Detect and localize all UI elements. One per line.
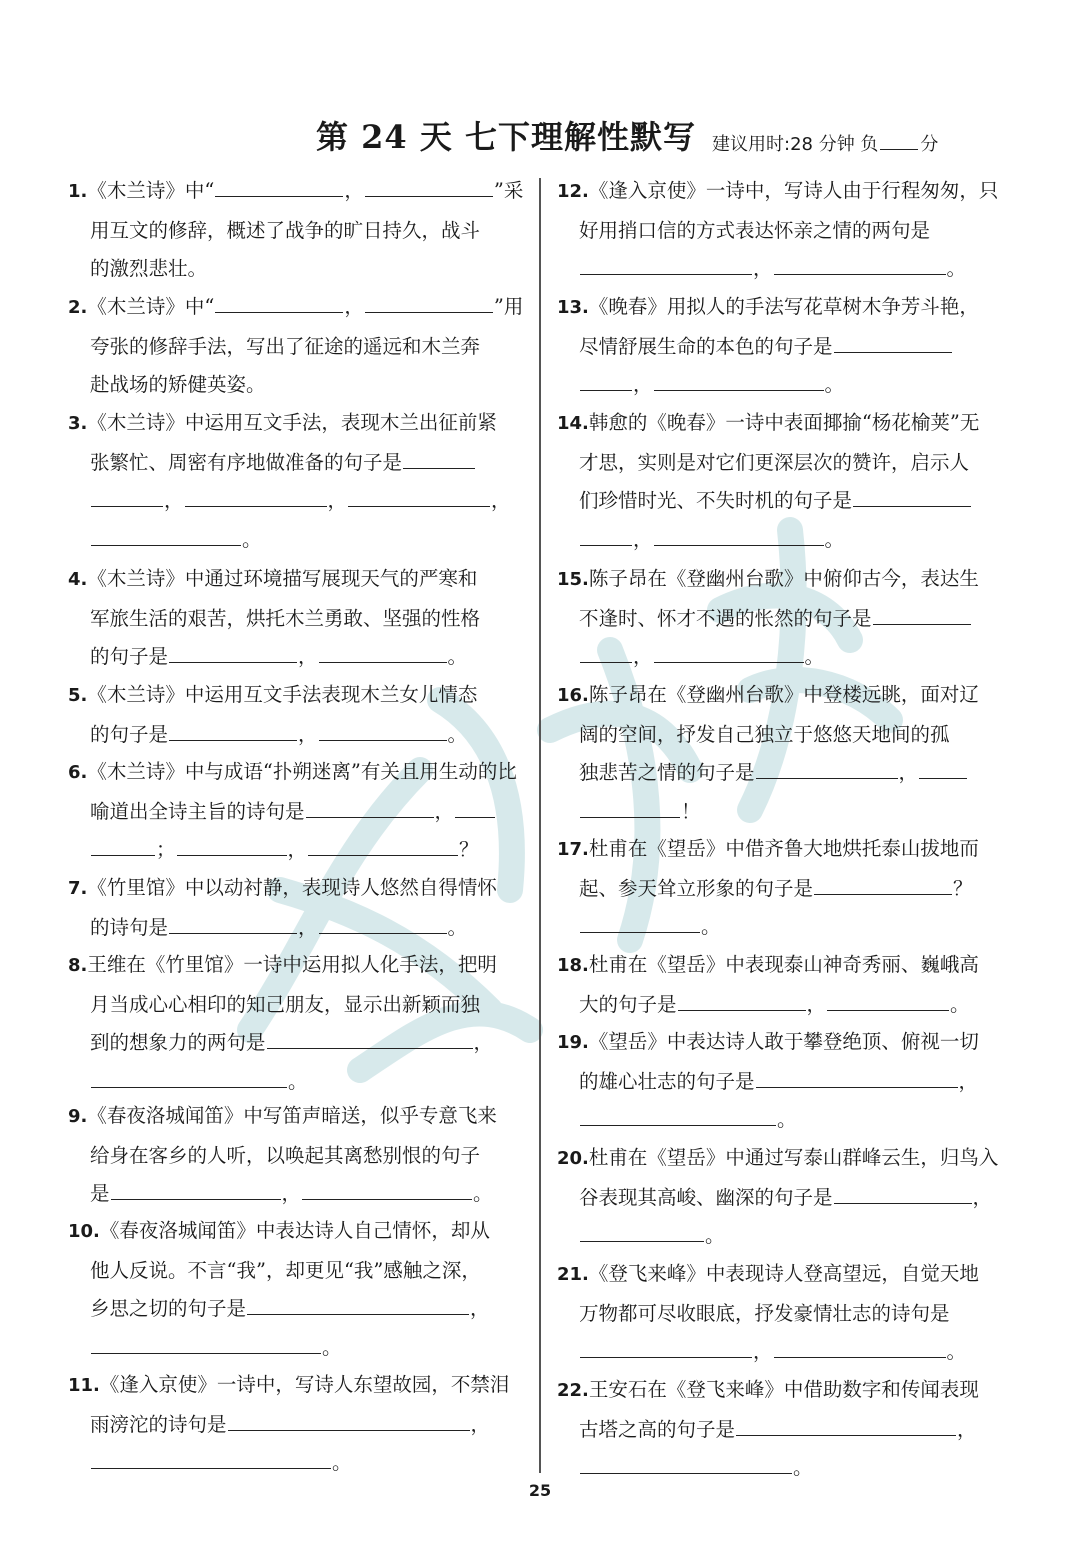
answer-blank[interactable] bbox=[267, 1026, 473, 1049]
answer-blank[interactable] bbox=[302, 1177, 472, 1200]
answer-blank[interactable] bbox=[348, 484, 490, 507]
answer-blank[interactable] bbox=[853, 484, 971, 507]
punctuation: ， bbox=[473, 1031, 494, 1054]
punctuation: 。 bbox=[804, 645, 825, 668]
question-text: 《登飞来峰》中表现诗人登高望远，自觉天地 bbox=[588, 1262, 979, 1285]
time-note-text: 建议用时:28 分钟 负 bbox=[712, 134, 879, 155]
question-text: 给身在客乡的人听，以唤起其离愁别恨的句子 bbox=[90, 1143, 481, 1167]
punctuation: ！ bbox=[681, 799, 701, 823]
question-number: 14. bbox=[557, 413, 589, 434]
answer-blank[interactable] bbox=[169, 718, 297, 741]
question-number: 19. bbox=[557, 1032, 589, 1053]
question-5 bbox=[68, 676, 526, 754]
question-text: 《木兰诗》中“ bbox=[87, 179, 215, 202]
answer-blank[interactable] bbox=[774, 1335, 946, 1358]
question-text: 《木兰诗》中运用互文手法表现木兰女儿情态 bbox=[87, 683, 478, 706]
answer-blank[interactable] bbox=[365, 174, 493, 197]
answer-blank[interactable] bbox=[580, 1103, 776, 1126]
question-20 bbox=[557, 1139, 1015, 1256]
question-1 bbox=[68, 172, 526, 289]
question-21 bbox=[557, 1255, 1015, 1372]
punctuation: ， bbox=[958, 1069, 979, 1093]
punctuation: ， bbox=[344, 295, 364, 318]
answer-blank[interactable] bbox=[215, 290, 343, 313]
punctuation: 。 bbox=[824, 373, 845, 396]
question-number: 13. bbox=[557, 297, 589, 318]
question-text: 乡思之切的句子是 bbox=[90, 1297, 247, 1320]
punctuation: ， bbox=[164, 489, 184, 512]
page-header bbox=[0, 112, 1080, 162]
punctuation: ， bbox=[434, 799, 455, 823]
punctuation: ， bbox=[898, 761, 919, 784]
question-text: 《竹里馆》中以动衬静，表现诗人悠然自得情怀 bbox=[87, 876, 497, 899]
answer-blank[interactable] bbox=[654, 640, 804, 663]
question-number: 18. bbox=[557, 955, 589, 976]
answer-blank[interactable] bbox=[91, 1446, 331, 1469]
question-number: 10. bbox=[68, 1221, 100, 1242]
question-number: 12. bbox=[557, 181, 589, 202]
punctuation: ， bbox=[344, 179, 364, 202]
answer-blank[interactable] bbox=[654, 523, 824, 546]
answer-blank[interactable] bbox=[756, 756, 898, 779]
question-6 bbox=[68, 753, 526, 870]
punctuation: 。 bbox=[705, 1224, 725, 1247]
question-text: 《木兰诗》中与成语“扑朔迷离”有关且用生动的比 bbox=[87, 760, 517, 783]
question-text: 是 bbox=[90, 1182, 110, 1205]
answer-blank[interactable] bbox=[580, 1451, 792, 1474]
question-9 bbox=[68, 1097, 526, 1214]
question-text: 的句子是 bbox=[90, 645, 169, 668]
question-text: 不逢时、怀才不遇的怅然的句子是 bbox=[579, 606, 872, 630]
punctuation: 。 bbox=[322, 1335, 342, 1359]
time-note bbox=[712, 130, 938, 156]
question-number: 15. bbox=[557, 569, 589, 590]
question-14 bbox=[557, 404, 1015, 559]
answer-blank[interactable] bbox=[403, 446, 475, 469]
question-number: 3. bbox=[68, 413, 88, 434]
question-22 bbox=[557, 1371, 1015, 1488]
punctuation: 。 bbox=[701, 915, 721, 938]
question-text: 杜甫在《望岳》中借齐鲁大地烘托泰山拔地而 bbox=[588, 837, 979, 860]
page-title: 第 24 天 七下理解性默写 bbox=[316, 118, 696, 156]
question-text: 《木兰诗》中运用互文手法，表现木兰出征前紧 bbox=[87, 411, 497, 434]
question-text: 《望岳》中表达诗人敢于攀登绝顶、俯视一切 bbox=[588, 1030, 979, 1053]
punctuation: 。 bbox=[288, 1069, 308, 1093]
answer-blank[interactable] bbox=[756, 1065, 958, 1088]
question-text: 尽情舒展生命的本色的句子是 bbox=[579, 334, 833, 358]
question-text: 韩愈的《晚春》一诗中表面揶揄“杨花榆荚”无 bbox=[588, 411, 980, 434]
punctuation: ， bbox=[298, 722, 318, 746]
question-text: 的雄心壮志的句子是 bbox=[579, 1069, 755, 1093]
question-10 bbox=[68, 1212, 526, 1367]
question-text: ”采 bbox=[493, 179, 524, 202]
answer-blank[interactable] bbox=[580, 1219, 704, 1242]
question-text: 《木兰诗》中“ bbox=[87, 295, 215, 318]
answer-blank[interactable] bbox=[91, 1331, 321, 1354]
punctuation: ； bbox=[156, 838, 176, 861]
question-text: 《晚春》用拟人的手法写花草树木争芳斗艳， bbox=[588, 295, 979, 318]
question-text: 们珍惜时光、不失时机的句子是 bbox=[579, 489, 853, 512]
question-text: ”用 bbox=[493, 295, 524, 318]
question-number: 22. bbox=[557, 1380, 589, 1401]
answer-blank[interactable] bbox=[580, 523, 632, 546]
question-11 bbox=[68, 1366, 526, 1483]
answer-blank[interactable] bbox=[91, 1065, 287, 1088]
punctuation: 。 bbox=[447, 722, 468, 746]
punctuation: 。 bbox=[946, 257, 967, 280]
answer-blank[interactable] bbox=[827, 988, 949, 1011]
question-text: 雨滂沱的诗句是 bbox=[90, 1412, 227, 1436]
question-text: 好用捎口信的方式表达怀亲之情的两句是 bbox=[579, 218, 931, 242]
question-number: 20. bbox=[557, 1148, 589, 1169]
question-text: 陈子昂在《登幽州台歌》中登楼远眺，面对辽 bbox=[588, 683, 979, 706]
question-text: 《逢入京使》一诗中，写诗人东望故园，不禁泪 bbox=[99, 1373, 510, 1396]
question-18 bbox=[557, 946, 1015, 1024]
question-19 bbox=[557, 1023, 1015, 1140]
punctuation: 。 bbox=[242, 527, 262, 551]
question-number: 17. bbox=[557, 839, 589, 860]
answer-blank[interactable] bbox=[678, 988, 806, 1011]
question-13 bbox=[557, 288, 1015, 405]
punctuation: ， bbox=[470, 1412, 491, 1436]
punctuation: ， bbox=[633, 373, 653, 396]
punctuation: 。 bbox=[777, 1108, 797, 1131]
question-text: 他人反说。不言“我”，却更见“我”感触之深， bbox=[90, 1258, 481, 1282]
punctuation: ， bbox=[287, 838, 308, 861]
answer-blank[interactable] bbox=[834, 330, 952, 353]
answer-blank[interactable] bbox=[91, 484, 163, 507]
question-text: 赴战场的矫健英姿。 bbox=[90, 373, 266, 396]
question-text: 大的句子是 bbox=[579, 992, 677, 1016]
question-text: 张繁忙、周密有序地做准备的句子是 bbox=[90, 450, 403, 474]
punctuation: ， bbox=[753, 1340, 773, 1363]
answer-blank[interactable] bbox=[814, 872, 952, 895]
answer-blank[interactable] bbox=[580, 640, 632, 663]
question-text: 陈子昂在《登幽州台歌》中俯仰古今，表达生 bbox=[588, 567, 979, 590]
question-number: 16. bbox=[557, 685, 589, 706]
question-number: 4. bbox=[68, 569, 88, 590]
punctuation: 。 bbox=[332, 1451, 352, 1474]
question-text: 万物都可尽收眼底，抒发豪情壮志的诗句是 bbox=[579, 1301, 950, 1325]
answer-blank[interactable] bbox=[91, 523, 241, 546]
question-text: 《春夜洛城闻笛》中写笛声暗送，似乎专意飞来 bbox=[87, 1104, 497, 1127]
question-text: 军旅生活的艰苦，烘托木兰勇敢、坚强的性格 bbox=[90, 606, 481, 630]
punctuation: 。 bbox=[447, 915, 468, 939]
question-16 bbox=[557, 676, 1015, 831]
question-text: 起、参天耸立形象的句子是 bbox=[579, 876, 814, 900]
question-text: 夸张的修辞手法，写出了征途的遥远和木兰奔 bbox=[90, 334, 481, 358]
answer-blank[interactable] bbox=[919, 756, 967, 779]
answer-blank[interactable] bbox=[91, 833, 155, 856]
answer-blank[interactable] bbox=[736, 1413, 956, 1436]
answer-blank[interactable] bbox=[111, 1177, 281, 1200]
answer-blank[interactable] bbox=[319, 911, 447, 934]
punctuation: ， bbox=[806, 992, 827, 1016]
answer-blank[interactable] bbox=[247, 1292, 469, 1315]
question-4 bbox=[68, 560, 526, 677]
punctuation: ， bbox=[327, 489, 348, 512]
question-8 bbox=[68, 946, 526, 1101]
question-text: 才思，实则是对它们更深层次的赞许，启示人 bbox=[579, 450, 970, 474]
answer-blank[interactable] bbox=[319, 718, 447, 741]
answer-blank[interactable] bbox=[228, 1408, 470, 1431]
answer-blank[interactable] bbox=[580, 252, 752, 275]
question-text: 月当成心心相印的知己朋友，显示出新颖而独 bbox=[90, 992, 481, 1016]
answer-blank[interactable] bbox=[580, 795, 680, 818]
question-text: 阔的空间，抒发自己独立于悠悠天地间的孤 bbox=[579, 722, 950, 746]
answer-blank[interactable] bbox=[169, 640, 297, 663]
question-7 bbox=[68, 869, 526, 947]
question-number: 11. bbox=[68, 1375, 100, 1396]
answer-blank[interactable] bbox=[215, 174, 343, 197]
question-text: 《逢入京使》一诗中，写诗人由于行程匆匆，只 bbox=[588, 179, 999, 202]
answer-blank[interactable] bbox=[365, 290, 493, 313]
question-text: 王安石在《登飞来峰》中借助数字和传闻表现 bbox=[588, 1378, 979, 1401]
punctuation: ， bbox=[281, 1182, 302, 1205]
punctuation: ， bbox=[753, 257, 773, 280]
question-text: 杜甫在《望岳》中通过写泰山群峰云生，归鸟入 bbox=[588, 1146, 999, 1169]
punctuation: 。 bbox=[473, 1182, 493, 1205]
punctuation: ， bbox=[470, 1297, 490, 1320]
question-text: 《木兰诗》中通过环境描写展现天气的严寒和 bbox=[87, 567, 478, 590]
answer-blank[interactable] bbox=[177, 833, 287, 856]
answer-blank[interactable] bbox=[774, 252, 946, 275]
punctuation: 。 bbox=[447, 645, 468, 668]
answer-blank[interactable] bbox=[580, 368, 632, 391]
question-text: 用互文的修辞，概述了战争的旷日持久，战斗 bbox=[90, 218, 481, 242]
punctuation: ， bbox=[972, 1185, 993, 1209]
question-text: 的诗句是 bbox=[90, 915, 169, 939]
answer-blank[interactable] bbox=[580, 910, 700, 933]
question-text: 的激烈悲壮。 bbox=[90, 257, 208, 280]
punctuation: ， bbox=[491, 489, 511, 512]
answer-blank[interactable] bbox=[873, 602, 971, 625]
answer-blank[interactable] bbox=[580, 1335, 752, 1358]
question-12 bbox=[557, 172, 1015, 289]
question-number: 8. bbox=[68, 955, 88, 976]
question-3 bbox=[68, 404, 526, 559]
answer-blank[interactable] bbox=[455, 795, 495, 818]
score-unit: 分 bbox=[920, 134, 939, 155]
punctuation: 。 bbox=[950, 992, 970, 1016]
punctuation: 。 bbox=[946, 1340, 967, 1363]
question-text: 谷表现其高峻、幽深的句子是 bbox=[579, 1185, 833, 1209]
question-text: 独悲苦之情的句子是 bbox=[579, 761, 755, 784]
answer-blank[interactable] bbox=[169, 911, 297, 934]
question-text: 王维在《竹里馆》一诗中运用拟人化手法，把明 bbox=[87, 953, 497, 976]
question-number: 21. bbox=[557, 1264, 589, 1285]
page-number: 25 bbox=[528, 1481, 552, 1500]
question-2 bbox=[68, 288, 526, 405]
answer-blank[interactable] bbox=[306, 795, 434, 818]
punctuation: ， bbox=[298, 645, 318, 668]
punctuation: 。 bbox=[793, 1456, 813, 1479]
question-text: 古塔之高的句子是 bbox=[579, 1417, 736, 1441]
question-text: 杜甫在《望岳》中表现泰山神奇秀丽、巍峨高 bbox=[588, 953, 979, 976]
answer-blank[interactable] bbox=[319, 640, 447, 663]
question-text: 的句子是 bbox=[90, 722, 169, 746]
question-17 bbox=[557, 830, 1015, 947]
punctuation: ， bbox=[957, 1417, 977, 1441]
answer-blank[interactable] bbox=[185, 484, 327, 507]
question-number: 1. bbox=[68, 181, 88, 202]
punctuation: ？ bbox=[953, 876, 973, 900]
punctuation: 。 bbox=[824, 527, 845, 551]
answer-blank[interactable] bbox=[654, 368, 824, 391]
question-15 bbox=[557, 560, 1015, 677]
question-number: 6. bbox=[68, 762, 88, 783]
score-blank[interactable] bbox=[880, 135, 918, 150]
question-number: 7. bbox=[68, 878, 88, 899]
question-text: 到的想象力的两句是 bbox=[90, 1031, 266, 1054]
punctuation: ， bbox=[298, 915, 318, 939]
column-divider bbox=[539, 178, 541, 1473]
question-text: 《春夜洛城闻笛》中表达诗人自己情怀，却从 bbox=[99, 1219, 490, 1242]
question-number: 5. bbox=[68, 685, 88, 706]
question-number: 2. bbox=[68, 297, 88, 318]
answer-blank[interactable] bbox=[834, 1181, 972, 1204]
question-number: 9. bbox=[68, 1106, 88, 1127]
question-text: 喻道出全诗主旨的诗句是 bbox=[90, 799, 305, 823]
answer-blank[interactable] bbox=[308, 833, 458, 856]
punctuation: ？ bbox=[459, 838, 479, 861]
punctuation: ， bbox=[633, 527, 653, 551]
punctuation: ， bbox=[633, 645, 653, 668]
